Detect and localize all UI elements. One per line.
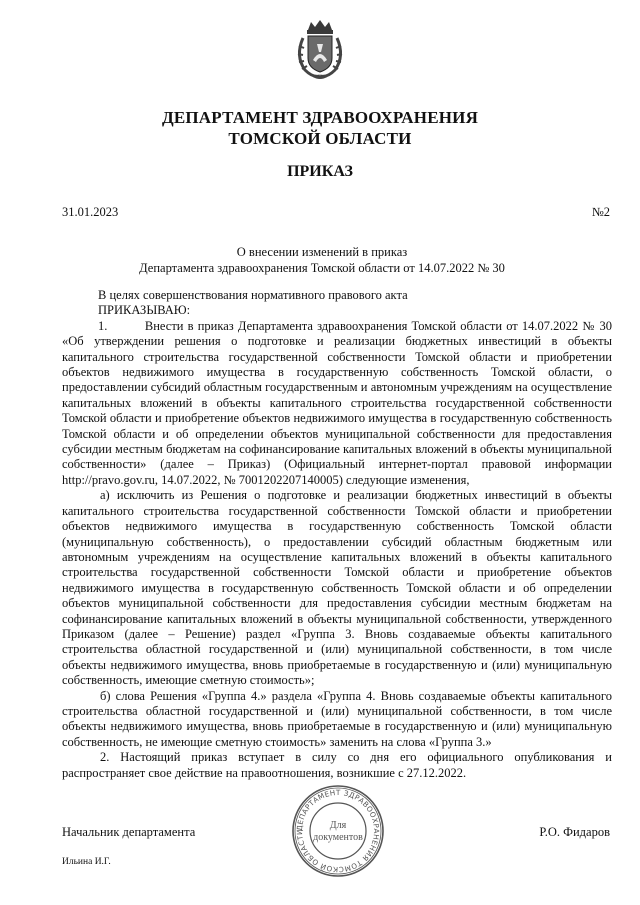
stamp-center-line2: документов: [313, 832, 363, 843]
order-number: №2: [591, 205, 610, 219]
department-name-line2: ТОМСКОЙ ОБЛАСТИ: [228, 129, 412, 148]
department-name: [0, 107, 640, 149]
executor-name: Ильина И.Г.: [62, 857, 111, 867]
preamble: В целях совершенствования нормативного правового акта: [98, 288, 408, 302]
order-subject: [62, 244, 582, 276]
order-title: ПРИКАЗ: [287, 163, 353, 180]
coat-of-arms-icon: [291, 18, 349, 82]
item-a: а) исключить из Решения о подготовке и реализации бюджетных инвестиций в объекты капитального строительства государственной собственности Томской области и приобретении объектов недвижимого имущества в государственную собственность Томской области (муниципальную собственность), о предоставлении субсидий областным бюджетным или автономным учреждениям на осуществление капитальных вложений в объекты капитального строительства государственной собственности Томской области и приобретение объектов недвижимого имущества в государственную собственность Томской области и об определении объектов муниципальной собственности для предоставления субсидии местным бюджетам на софинансирование капитальных вложений в объекты муниципальной собственности, утвержденного Приказом (далее – Решение) раздел «Группа 3. Вновь создаваемые объекты капитального строительства областной государственной и (или) муниципальной собственности, в том числе объекты недвижимого имущества, вновь приобретаемые в государственную и (или) муниципальную собственность, имеющие сметную стоимость»;: [62, 488, 612, 688]
stamp-center-line1: Для: [329, 820, 347, 831]
item-1: 1. Внести в приказ Департамента здравоохранения Томской области от 14.07.2022 № 30 «Об утверждении решения о подготовке и реализации бюджетных инвестиций в объекты капитального строительства государственной собственности Томской области и приобретении объектов недвижимого имущества в государственную собственность Томской области, о предоставлении субсидий областным государственным и автономным учреждениям на осуществление капитальных вложений в объекты капитального строительства государственной собственности Томской области и приобретение объектов недвижимого имущества в государственную собственность Томской области и об определении объектов муниципальной собственности для предоставления субсидии местным бюджетам на софинансирование капитальных вложений в объекты муниципальной собственности» (далее – Приказ) (Официальный интернет-портал правовой информации http://pravo.gov.ru, 14.07.2022, № 7001202207140005) следующие изменения,: [62, 318, 612, 487]
item-b: б) слова Решения «Группа 4.» раздела «Группа 4. Вновь создаваемые объекты капитального строительства областной государственной и (или) муниципальной собственности, в том числе объекты недвижимого имущества, вновь приобретаемые в государственную и (или) муниципальную собственность, не имеющие сметную стоимость» заменить на слова «Группа 3.»: [62, 688, 612, 749]
order-word: ПРИКАЗЫВАЮ:: [98, 303, 191, 318]
order-body: [62, 288, 612, 781]
signatory-name: Р.О. Фидаров: [539, 825, 610, 839]
subject-line1: О внесении изменений в приказ: [236, 245, 408, 259]
department-name-line1: ДЕПАРТАМЕНТ ЗДРАВООХРАНЕНИЯ: [161, 108, 479, 127]
stamp-ring-text: ДЕПАРТАМЕНТ ЗДРАВООХРАНЕНИЯ ТОМСКОЙ ОБЛАСТИ: [294, 787, 382, 875]
item-2: 2. Настоящий приказ вступает в силу со дня его официального опубликования и распространяет свое действие на правоотношения, возникшие с 27.12.2022.: [62, 750, 612, 780]
official-stamp: [291, 784, 385, 878]
signatory-position: Начальник департамента: [62, 825, 196, 839]
subject-line2: Департамента здравоохранения Томской области от 14.07.2022 № 30: [139, 261, 505, 275]
order-date: 31.01.2023: [62, 205, 119, 219]
